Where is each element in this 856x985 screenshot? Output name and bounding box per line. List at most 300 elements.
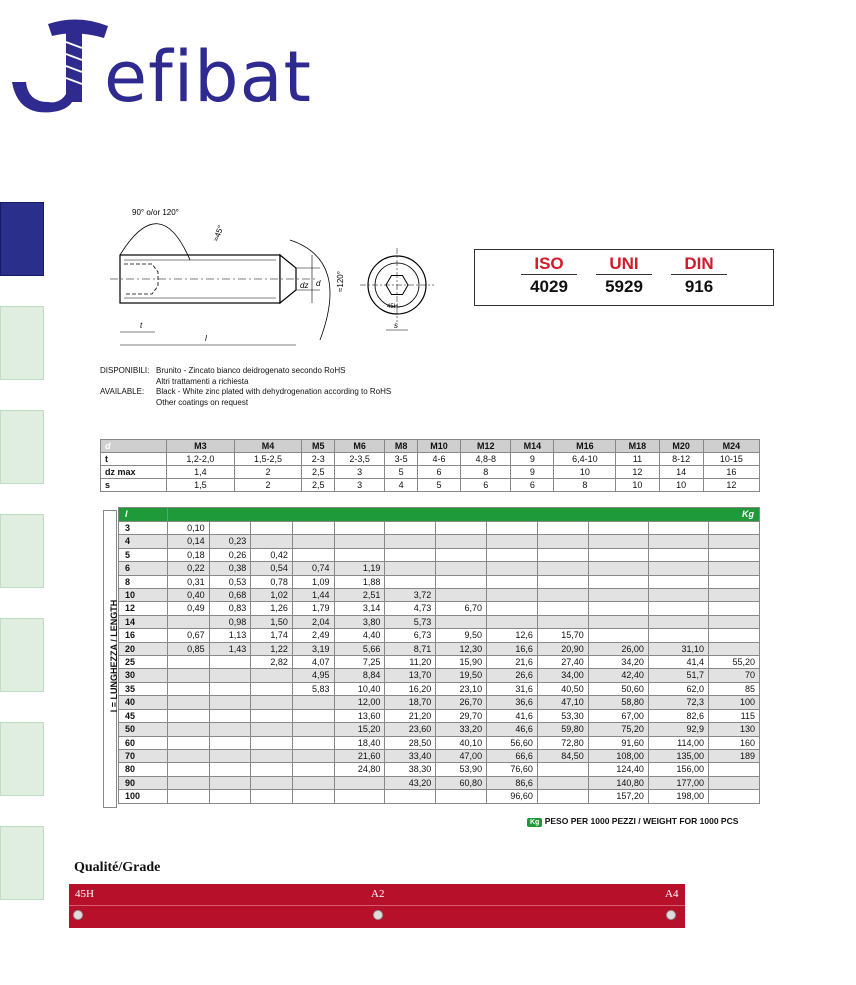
weight-cell: 13,60 — [334, 709, 385, 722]
weight-cell: 0,38 — [209, 562, 251, 575]
weight-cell — [251, 723, 293, 736]
weight-cell: 96,60 — [487, 790, 538, 803]
weight-cell: 29,70 — [436, 709, 487, 722]
table-row: 90 43,20 60,80 86,6 140,80 177,00 — [119, 776, 760, 789]
weight-cell — [209, 682, 251, 695]
weight-cell — [537, 548, 588, 561]
weight-cell: 6,73 — [385, 629, 436, 642]
weight-cell — [168, 656, 210, 669]
table-row: 10 0,40 0,68 1,02 1,44 2,51 3,72 — [119, 589, 760, 602]
table-row: 16 0,67 1,13 1,74 2,49 4,40 6,73 9,50 12,6 15,70 — [119, 629, 760, 642]
weight-cell: 0,31 — [168, 575, 210, 588]
weight-cell: 5,66 — [334, 642, 385, 655]
weight-cell — [436, 522, 487, 535]
weight-cell: 92,9 — [648, 723, 708, 736]
svg-text:s: s — [394, 321, 398, 330]
dimension-table — [100, 439, 760, 492]
table-row: 80 24,80 38,30 53,90 76,60 124,40 156,00 — [119, 763, 760, 776]
weight-cell: 67,00 — [588, 709, 648, 722]
standard-din: DIN 916 — [671, 254, 727, 299]
brand-name: efibat — [104, 36, 312, 118]
svg-text:≈45°: ≈45° — [211, 224, 226, 243]
weight-cell — [537, 776, 588, 789]
weight-cell: 189 — [709, 749, 760, 762]
weight-cell — [588, 548, 648, 561]
weight-cell — [292, 763, 334, 776]
weight-cell — [436, 575, 487, 588]
weight-cell: 12,00 — [334, 696, 385, 709]
weight-cell — [588, 575, 648, 588]
weight-cell — [487, 575, 538, 588]
side-tab-7[interactable] — [0, 826, 44, 900]
kg-icon: Kg — [739, 508, 757, 520]
weight-cell — [709, 548, 760, 561]
weight-cell — [436, 615, 487, 628]
table-row: 70 21,60 33,40 47,00 66,6 84,50 108,00 135,00 189 — [119, 749, 760, 762]
weight-cell — [251, 736, 293, 749]
weight-cell: 0,22 — [168, 562, 210, 575]
weight-cell: 0,83 — [209, 602, 251, 615]
weight-cell: 15,20 — [334, 723, 385, 736]
weight-cell — [209, 749, 251, 762]
weight-cell: 40,10 — [436, 736, 487, 749]
weight-cell: 177,00 — [648, 776, 708, 789]
weight-cell: 114,00 — [648, 736, 708, 749]
weight-cell — [209, 522, 251, 535]
weight-cell: 0,42 — [251, 548, 293, 561]
table-row: 5 0,18 0,26 0,42 — [119, 548, 760, 561]
weight-cell — [168, 736, 210, 749]
weight-cell: 0,40 — [168, 589, 210, 602]
table-row: 12 0,49 0,83 1,26 1,79 3,14 4,73 6,70 — [119, 602, 760, 615]
weight-cell — [168, 615, 210, 628]
weight-cell — [487, 615, 538, 628]
weight-cell — [334, 535, 385, 548]
weight-cell — [251, 776, 293, 789]
weight-cell: 3,19 — [292, 642, 334, 655]
weight-cell: 0,85 — [168, 642, 210, 655]
weight-cell: 21,60 — [334, 749, 385, 762]
weight-cell — [168, 723, 210, 736]
weight-cell — [292, 548, 334, 561]
weight-cell: 160 — [709, 736, 760, 749]
weight-cell: 31,6 — [487, 682, 538, 695]
weight-cell: 18,40 — [334, 736, 385, 749]
weight-cell — [385, 575, 436, 588]
weight-cell: 1,19 — [334, 562, 385, 575]
weight-cell: 20,90 — [537, 642, 588, 655]
weight-cell: 8,71 — [385, 642, 436, 655]
weight-cell: 53,30 — [537, 709, 588, 722]
weight-cell: 2,04 — [292, 615, 334, 628]
weight-cell: 1,50 — [251, 615, 293, 628]
weight-cell — [292, 723, 334, 736]
weight-cell: 59,80 — [537, 723, 588, 736]
weight-cell — [436, 535, 487, 548]
svg-text:90° o/or 120°: 90° o/or 120° — [132, 208, 179, 217]
weight-cell: 82,6 — [648, 709, 708, 722]
weight-cell — [209, 656, 251, 669]
weight-cell — [292, 749, 334, 762]
weight-cell: 0,98 — [209, 615, 251, 628]
weight-cell — [537, 790, 588, 803]
weight-cell: 1,13 — [209, 629, 251, 642]
size-header-row: d M3 M4 M5 M6 M8 M10 M12 M14 M16 M18 M20 M24 — [101, 440, 760, 453]
weight-cell — [292, 535, 334, 548]
weight-cell: 47,10 — [537, 696, 588, 709]
weight-cell — [709, 776, 760, 789]
length-axis-label: l = LUNGHEZZA / LENGTH — [103, 510, 117, 808]
weight-cell: 10,40 — [334, 682, 385, 695]
weight-cell: 4,07 — [292, 656, 334, 669]
weight-cell — [251, 669, 293, 682]
weight-cell — [588, 615, 648, 628]
weight-cell — [168, 709, 210, 722]
weight-cell: 1,02 — [251, 589, 293, 602]
side-tab-1[interactable] — [0, 202, 44, 276]
svg-text:l: l — [205, 334, 207, 343]
weight-cell: 34,00 — [537, 669, 588, 682]
weight-cell: 91,60 — [588, 736, 648, 749]
weight-cell: 157,20 — [588, 790, 648, 803]
weight-cell — [292, 696, 334, 709]
table-row: 100 96,60 157,20 198,00 — [119, 790, 760, 803]
weight-cell: 0,23 — [209, 535, 251, 548]
weight-cell: 34,20 — [588, 656, 648, 669]
dimension-row: t 1,2-2,0 1,5-2,5 2-3 2-3,5 3-5 4-6 4,8-8 9 6,4-10 11 8-12 10-15 — [101, 453, 760, 466]
weight-cell: 53,90 — [436, 763, 487, 776]
weight-cell — [709, 522, 760, 535]
weight-cell: 4,40 — [334, 629, 385, 642]
weight-cell — [251, 682, 293, 695]
weight-cell: 21,20 — [385, 709, 436, 722]
weight-cell — [648, 615, 708, 628]
weight-cell: 26,6 — [487, 669, 538, 682]
weight-cell: 1,88 — [334, 575, 385, 588]
weight-cell — [209, 696, 251, 709]
weight-cell: 0,74 — [292, 562, 334, 575]
table-row: 4 0,14 0,23 — [119, 535, 760, 548]
weight-cell: 43,20 — [385, 776, 436, 789]
grade-label-45h: 45H — [75, 888, 94, 900]
weight-cell — [588, 589, 648, 602]
weight-cell — [487, 602, 538, 615]
weight-cell — [168, 790, 210, 803]
weight-cell: 60,80 — [436, 776, 487, 789]
side-tab-6[interactable] — [0, 722, 44, 796]
availability-text: DISPONIBILI: Brunito - Zincato bianco deidrogenato secondo RoHS Altri trattamenti a richiesta AVAILABLE: Black - White zinc plated with dehydrogenation according to RoHS Other coatings on request — [100, 366, 392, 407]
weight-cell: 0,78 — [251, 575, 293, 588]
weight-cell — [588, 535, 648, 548]
weight-cell — [292, 790, 334, 803]
side-tab-5[interactable] — [0, 618, 44, 692]
svg-text:t: t — [140, 321, 143, 330]
grade-option-45h[interactable] — [73, 910, 83, 920]
svg-text:d: d — [316, 279, 321, 288]
weight-cell — [385, 535, 436, 548]
weight-cell — [537, 562, 588, 575]
weight-cell: 7,25 — [334, 656, 385, 669]
technical-drawing — [100, 200, 460, 360]
table-row: 6 0,22 0,38 0,54 0,74 1,19 — [119, 562, 760, 575]
weight-cell: 41,6 — [487, 709, 538, 722]
weight-cell: 72,80 — [537, 736, 588, 749]
weight-cell — [648, 602, 708, 615]
weight-cell — [537, 615, 588, 628]
weight-cell: 2,82 — [251, 656, 293, 669]
weight-cell: 51,7 — [648, 669, 708, 682]
weight-cell — [588, 562, 648, 575]
grade-label-a4: A4 — [665, 888, 679, 900]
weight-cell: 50,60 — [588, 682, 648, 695]
weight-cell — [209, 669, 251, 682]
weight-cell: 62,0 — [648, 682, 708, 695]
weight-cell — [168, 669, 210, 682]
weight-cell: 38,30 — [385, 763, 436, 776]
weight-cell — [168, 682, 210, 695]
weight-cell: 1,22 — [251, 642, 293, 655]
svg-text:≈120°: ≈120° — [336, 271, 345, 292]
weight-cell — [648, 629, 708, 642]
weight-cell — [251, 749, 293, 762]
weight-cell: 13,70 — [385, 669, 436, 682]
weight-cell — [251, 763, 293, 776]
weight-cell: 6,70 — [436, 602, 487, 615]
weight-cell: 84,50 — [537, 749, 588, 762]
weight-cell — [436, 548, 487, 561]
weight-cell: 1,09 — [292, 575, 334, 588]
weight-cell — [648, 575, 708, 588]
weight-cell — [487, 589, 538, 602]
weight-cell — [251, 535, 293, 548]
grade-label-a2: A2 — [371, 888, 385, 900]
weight-cell: 100 — [709, 696, 760, 709]
weight-cell — [209, 709, 251, 722]
weight-cell — [292, 709, 334, 722]
weight-cell: 36,6 — [487, 696, 538, 709]
weight-cell: 0,26 — [209, 548, 251, 561]
weight-cell — [648, 589, 708, 602]
weight-cell: 86,6 — [487, 776, 538, 789]
weight-cell: 198,00 — [648, 790, 708, 803]
weight-cell — [648, 562, 708, 575]
grade-option-a2[interactable] — [373, 910, 383, 920]
weight-cell — [588, 629, 648, 642]
table-row: 30 4,95 8,84 13,70 19,50 26,6 34,00 42,40 51,7 70 — [119, 669, 760, 682]
weight-cell — [251, 709, 293, 722]
weight-cell: 76,60 — [487, 763, 538, 776]
weight-cell: 1,74 — [251, 629, 293, 642]
weight-cell — [334, 548, 385, 561]
weight-cell: 11,20 — [385, 656, 436, 669]
weight-cell: 27,40 — [537, 656, 588, 669]
weight-cell — [487, 535, 538, 548]
weight-cell: 2,49 — [292, 629, 334, 642]
weight-cell — [588, 602, 648, 615]
weight-cell — [537, 763, 588, 776]
weight-cell: 19,50 — [436, 669, 487, 682]
weight-cell: 0,53 — [209, 575, 251, 588]
side-tab-4[interactable] — [0, 514, 44, 588]
weight-cell — [709, 562, 760, 575]
weight-cell: 24,80 — [334, 763, 385, 776]
weight-cell — [648, 522, 708, 535]
weight-cell: 70 — [709, 669, 760, 682]
weight-cell: 75,20 — [588, 723, 648, 736]
weight-cell — [334, 522, 385, 535]
dimension-row: dz max 1,4 2 2,5 3 5 6 8 9 10 12 14 16 — [101, 466, 760, 479]
weight-cell: 12,30 — [436, 642, 487, 655]
weight-cell: 0,67 — [168, 629, 210, 642]
logo — [8, 12, 328, 122]
weight-cell — [292, 522, 334, 535]
weight-cell — [709, 535, 760, 548]
weight-cell — [209, 736, 251, 749]
weight-cell: 115 — [709, 709, 760, 722]
weight-cell — [588, 522, 648, 535]
weight-cell: 66,6 — [487, 749, 538, 762]
weight-cell — [209, 763, 251, 776]
weight-cell: 0,14 — [168, 535, 210, 548]
weight-cell — [537, 535, 588, 548]
weight-cell — [648, 535, 708, 548]
weight-cell — [537, 602, 588, 615]
weight-cell — [385, 548, 436, 561]
weight-cell — [436, 589, 487, 602]
weight-cell: 16,20 — [385, 682, 436, 695]
table-row: 25 2,82 4,07 7,25 11,20 15,90 21,6 27,40 34,20 41,4 55,20 — [119, 656, 760, 669]
weight-cell: 31,10 — [648, 642, 708, 655]
weight-cell: 12,6 — [487, 629, 538, 642]
weight-cell: 2,51 — [334, 589, 385, 602]
table-row: 60 18,40 28,50 40,10 56,60 72,80 91,60 114,00 160 — [119, 736, 760, 749]
table-row: 3 0,10 — [119, 522, 760, 535]
screw-logo-icon — [8, 12, 118, 122]
weight-cell — [168, 696, 210, 709]
weight-cell: 140,80 — [588, 776, 648, 789]
weight-cell: 23,10 — [436, 682, 487, 695]
weight-cell: 4,95 — [292, 669, 334, 682]
weight-cell — [709, 575, 760, 588]
weight-cell: 3,14 — [334, 602, 385, 615]
weight-cell: 15,90 — [436, 656, 487, 669]
weight-cell: 3,80 — [334, 615, 385, 628]
weight-cell: 26,00 — [588, 642, 648, 655]
weight-cell — [168, 749, 210, 762]
weight-cell: 0,54 — [251, 562, 293, 575]
weight-note: Kg PESO PER 1000 PEZZI / WEIGHT FOR 1000 PCS — [527, 816, 738, 827]
weight-cell: 26,70 — [436, 696, 487, 709]
table-row: 40 12,00 18,70 26,70 36,6 47,10 58,80 72,3 100 — [119, 696, 760, 709]
weight-header-row: l Kg — [119, 508, 760, 522]
side-tab-3[interactable] — [0, 410, 44, 484]
weight-table — [118, 507, 760, 804]
weight-cell: 85 — [709, 682, 760, 695]
weight-cell — [385, 790, 436, 803]
weight-cell: 5,83 — [292, 682, 334, 695]
weight-cell — [385, 522, 436, 535]
weight-cell: 23,60 — [385, 723, 436, 736]
weight-cell — [209, 723, 251, 736]
weight-cell — [537, 575, 588, 588]
weight-cell: 28,50 — [385, 736, 436, 749]
weight-cell — [537, 522, 588, 535]
weight-cell: 1,43 — [209, 642, 251, 655]
grade-track — [69, 905, 685, 906]
table-row: 14 0,98 1,50 2,04 3,80 5,73 — [119, 615, 760, 628]
svg-text:dz: dz — [300, 281, 309, 290]
weight-cell: 1,79 — [292, 602, 334, 615]
weight-cell: 47,00 — [436, 749, 487, 762]
weight-cell: 5,73 — [385, 615, 436, 628]
weight-cell: 1,44 — [292, 589, 334, 602]
table-row: 50 15,20 23,60 33,20 46,6 59,80 75,20 92,9 130 — [119, 723, 760, 736]
weight-cell — [709, 763, 760, 776]
weight-cell: 42,40 — [588, 669, 648, 682]
svg-text:45H: 45H — [387, 304, 399, 310]
weight-cell — [251, 696, 293, 709]
weight-cell: 0,49 — [168, 602, 210, 615]
weight-cell — [709, 642, 760, 655]
weight-cell: 130 — [709, 723, 760, 736]
weight-cell — [292, 736, 334, 749]
table-row: 20 0,85 1,43 1,22 3,19 5,66 8,71 12,30 16,6 20,90 26,00 31,10 — [119, 642, 760, 655]
grade-title: Qualité/Grade — [74, 860, 161, 875]
weight-cell — [487, 562, 538, 575]
weight-cell: 1,26 — [251, 602, 293, 615]
weight-cell — [436, 562, 487, 575]
weight-cell: 21,6 — [487, 656, 538, 669]
weight-cell — [292, 776, 334, 789]
weight-cell: 0,10 — [168, 522, 210, 535]
weight-cell — [334, 776, 385, 789]
weight-cell: 124,40 — [588, 763, 648, 776]
weight-cell: 56,60 — [487, 736, 538, 749]
weight-cell — [385, 562, 436, 575]
weight-cell: 135,00 — [648, 749, 708, 762]
weight-cell — [537, 589, 588, 602]
weight-cell — [334, 790, 385, 803]
grade-selector[interactable] — [69, 884, 685, 928]
side-tab-2[interactable] — [0, 306, 44, 380]
weight-cell: 8,84 — [334, 669, 385, 682]
weight-cell: 46,6 — [487, 723, 538, 736]
weight-cell — [648, 548, 708, 561]
weight-cell: 156,00 — [648, 763, 708, 776]
weight-cell: 41,4 — [648, 656, 708, 669]
weight-cell: 40,50 — [537, 682, 588, 695]
weight-cell: 33,20 — [436, 723, 487, 736]
standards-box — [474, 249, 774, 306]
weight-cell — [487, 548, 538, 561]
standard-uni: UNI 5929 — [596, 254, 652, 299]
weight-cell — [251, 522, 293, 535]
weight-cell: 55,20 — [709, 656, 760, 669]
weight-cell — [168, 776, 210, 789]
weight-cell — [709, 615, 760, 628]
grade-option-a4[interactable] — [666, 910, 676, 920]
weight-cell: 108,00 — [588, 749, 648, 762]
weight-cell: 18,70 — [385, 696, 436, 709]
weight-cell: 58,80 — [588, 696, 648, 709]
weight-cell — [709, 790, 760, 803]
table-row: 35 5,83 10,40 16,20 23,10 31,6 40,50 50,60 62,0 85 — [119, 682, 760, 695]
weight-cell: 0,68 — [209, 589, 251, 602]
weight-cell: 0,18 — [168, 548, 210, 561]
standard-iso: ISO 4029 — [521, 254, 577, 299]
weight-cell — [209, 790, 251, 803]
weight-cell: 33,40 — [385, 749, 436, 762]
